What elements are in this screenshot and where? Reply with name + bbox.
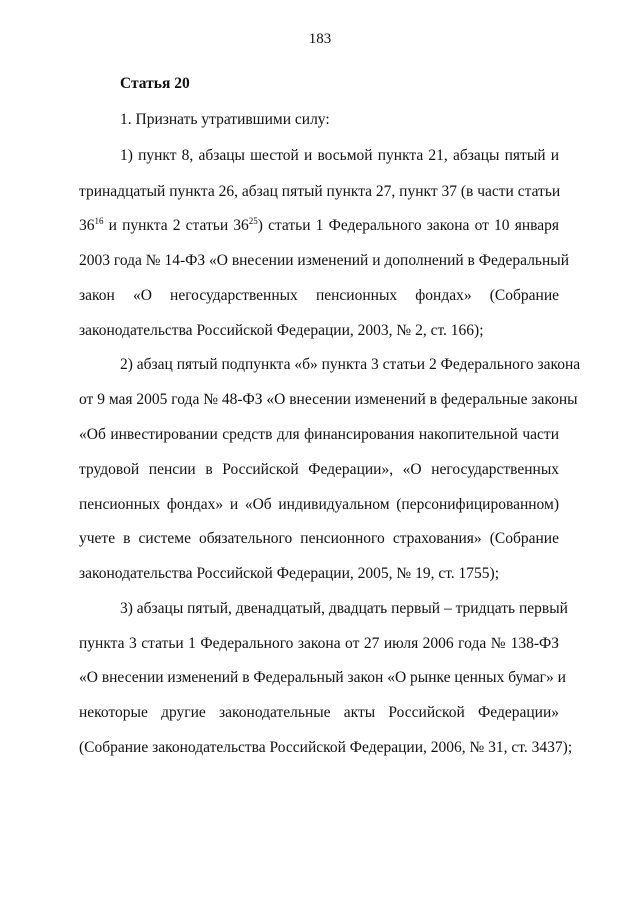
item-1-line-3 (79, 217, 559, 235)
item-3-line-5: (Собрание законодательства Российской Федерации, 2006, № 31, ст. 3437); (79, 739, 573, 756)
item-1-line-2: тринадцатый пункта 26, абзац пятый пункта 27, пункт 37 (в части статьи (79, 183, 561, 200)
item-2-line-5: пенсионных фондах» и «Об индивидуальном (персонифицированном) (79, 496, 559, 513)
clause-1-heading: 1. Признать утратившими силу: (120, 111, 330, 128)
item-2-line-2: от 9 мая 2005 года № 48-ФЗ «О внесении изменений в федеральные законы (79, 391, 578, 408)
item-2-line-1: 2) абзац пятый подпункта «б» пункта 3 статьи 2 Федерального закона (120, 356, 581, 373)
page-number: 183 (308, 31, 332, 47)
item-3-line-1: 3) абзацы пятый, двенадцатый, двадцать первый – тридцать первый (120, 600, 568, 617)
item-3-line-4: некоторые другие законодательные акты Российской Федерации» (79, 704, 559, 721)
item-1-line-3-a: 36 (79, 217, 95, 234)
item-3-line-2: пункта 3 статьи 1 Федерального закона от 27 июля 2006 года № 138-ФЗ (79, 635, 559, 652)
item-1-line-3-sup-a: 16 (94, 216, 104, 226)
item-1-line-5: закон «О негосударственных пенсионных фондах» (Собрание (79, 287, 559, 304)
item-1-line-6: законодательства Российской Федерации, 2003, № 2, ст. 166); (79, 322, 484, 339)
item-1-line-3-b: и пункта 2 статьи 36 (103, 217, 249, 234)
item-1-line-3-sup-b: 25 (248, 216, 258, 226)
item-1-line-1: 1) пункт 8, абзацы шестой и восьмой пункта 21, абзацы пятый и (120, 147, 559, 164)
item-2-line-7: законодательства Российской Федерации, 2005, № 19, ст. 1755); (79, 565, 500, 582)
item-3-line-3: «О внесении изменений в Федеральный закон «О рынке ценных бумаг» и (79, 669, 566, 686)
article-title: Статья 20 (120, 75, 190, 92)
item-2-line-6: учете в системе обязательного пенсионного страхования» (Собрание (79, 530, 559, 547)
item-2-line-4: трудовой пенсии в Российской Федерации», «О негосударственных (79, 461, 559, 478)
item-1-line-3-c: ) статьи 1 Федерального закона от 10 января (257, 217, 559, 234)
item-1-line-4: 2003 года № 14-ФЗ «О внесении изменений и дополнений в Федеральный (79, 252, 569, 269)
item-2-line-3: «Об инвестировании средств для финансирования накопительной части (79, 426, 559, 443)
